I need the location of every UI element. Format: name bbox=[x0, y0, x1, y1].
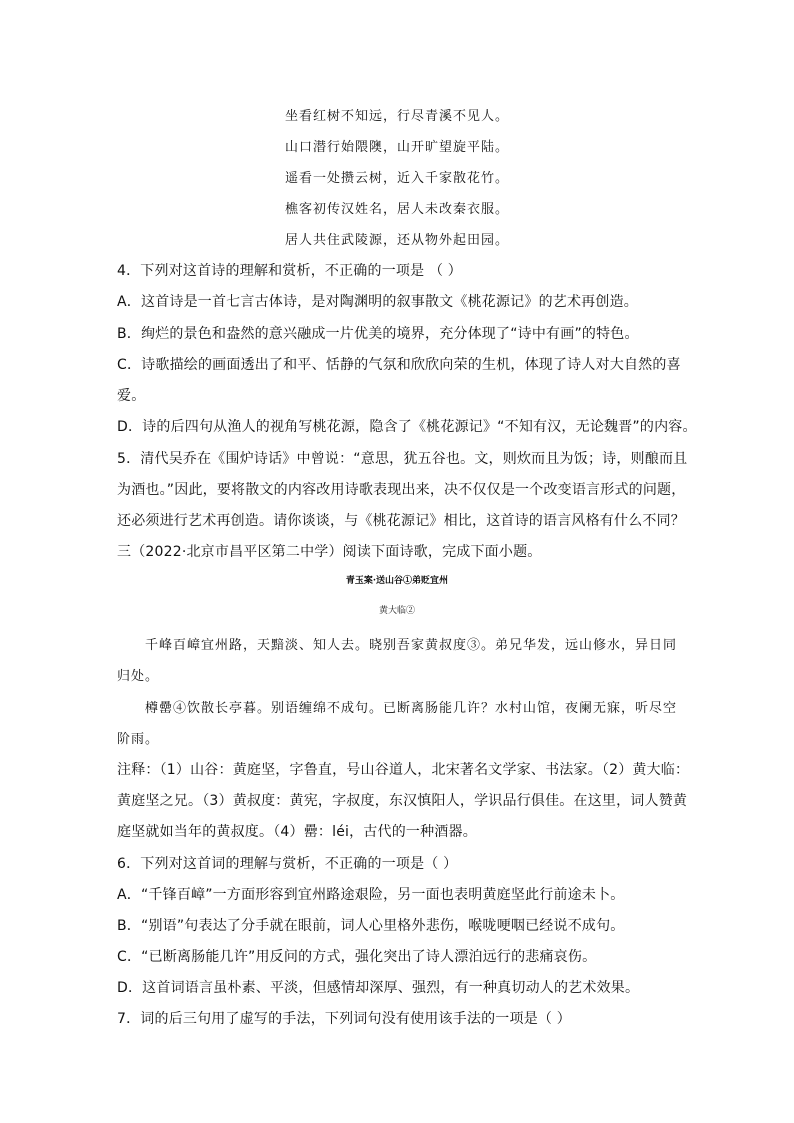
ci-stanza-1-cont: 归处。 bbox=[117, 669, 160, 684]
poem-line: 山口潜行始隈隩，山开旷望旋平陆。 bbox=[284, 140, 509, 155]
question-4-option-a: A．这首诗是一首七言古体诗，是对陶渊明的叙事散文《桃花源记》的艺术再创造。 bbox=[117, 294, 638, 310]
question-6-option-c: C．“已断离肠能几许”用反问的方式，强化突出了诗人漂泊远行的悲痛哀伤。 bbox=[117, 949, 597, 965]
question-4-option-b: B．绚烂的景色和盎然的意兴融成一片优美的境界，充分体现了“诗中有画”的特色。 bbox=[117, 326, 639, 342]
question-4-option-c: C．诗歌描绘的画面透出了和平、恬静的气氛和欣欣向荣的生机，体现了诗人对大自然的喜 bbox=[117, 357, 681, 373]
ci-author: 黄大临② bbox=[378, 606, 415, 616]
section-3-heading: 三（2022·北京市昌平区第二中学）阅读下面诗歌，完成下面小题。 bbox=[117, 544, 542, 560]
question-7-stem: 7．词的后三句用了虚写的手法，下列词句没有使用该手法的一项是（ ） bbox=[117, 1011, 571, 1027]
question-4-stem: 4．下列对这首诗的理解和赏析，不正确的一项是 （ ） bbox=[117, 263, 463, 279]
notes-line: 注释：（1）山谷：黄庭坚，字鲁直，号山谷道人，北宋著名文学家、书法家。（2）黄大临： bbox=[117, 762, 690, 778]
poem-line: 遥看一处攒云树，近入千家散花竹。 bbox=[284, 171, 509, 186]
question-6-option-a: A．“千锋百嶂”一方面形容到宜州路途艰险，另一面也表明黄庭坚此行前途未卜。 bbox=[117, 887, 625, 903]
question-4-option-d: D．诗的后四句从渔人的视角写桃花源，隐含了《桃花源记》“不知有汉，无论魏晋”的内容。 bbox=[117, 419, 697, 435]
question-6-option-d: D．这首词语言虽朴素、平淡，但感情却深厚、强烈，有一种真切动人的艺术效果。 bbox=[117, 980, 640, 996]
ci-stanza-2: 樽罍④饮散长亭暮。别语缠绵不成句。已断离肠能几许？水村山馆，夜阑无寐，听尽空 bbox=[145, 701, 678, 716]
ci-stanza-2-cont: 阶雨。 bbox=[117, 732, 160, 747]
poem-line: 坐看红树不知远，行尽青溪不见人。 bbox=[284, 109, 509, 124]
question-5-line: 5．清代吴乔在《围炉诗话》中曾说：“意思，犹五谷也。文，则炊而且为饭；诗，则酿而且 bbox=[117, 451, 688, 467]
notes-line: 庭坚就如当年的黄叔度。（4）罍：léi，古代的一种酒器。 bbox=[117, 824, 477, 840]
poem-line: 居人共住武陵源，还从物外起田园。 bbox=[284, 233, 509, 248]
question-5-line: 还必须进行艺术再创造。请你谈谈，与《桃花源记》相比，这首诗的语言风格有什么不同？ bbox=[117, 513, 685, 529]
question-4-option-c-cont: 爱。 bbox=[117, 388, 146, 404]
ci-stanza-1: 千峰百嶂宜州路，天黯淡、知人去。晓别吾家黄叔度③。弟兄华发，远山修水，异日同 bbox=[145, 638, 678, 653]
question-6-stem: 6．下列对这首词的理解与赏析，不正确的一项是（ ） bbox=[117, 856, 458, 872]
poem-line: 樵客初传汉姓名，居人未改秦衣服。 bbox=[284, 202, 509, 217]
notes-line: 黄庭坚之兄。（3）黄叔度：黄宪，字叔度，东汉慎阳人，学识品行俱佳。在这里，词人赞黄 bbox=[117, 793, 688, 809]
question-5-line: 为酒也。”因此，要将散文的内容改用诗歌表现出来，决不仅仅是一个改变语言形式的问题， bbox=[117, 482, 686, 498]
question-6-option-b: B．“别语”句表达了分手就在眼前，词人心里格外悲伤，喉咙哽咽已经说不成句。 bbox=[117, 918, 625, 934]
ci-title: 青玉案·送山谷①弟贬宜州 bbox=[345, 576, 449, 586]
